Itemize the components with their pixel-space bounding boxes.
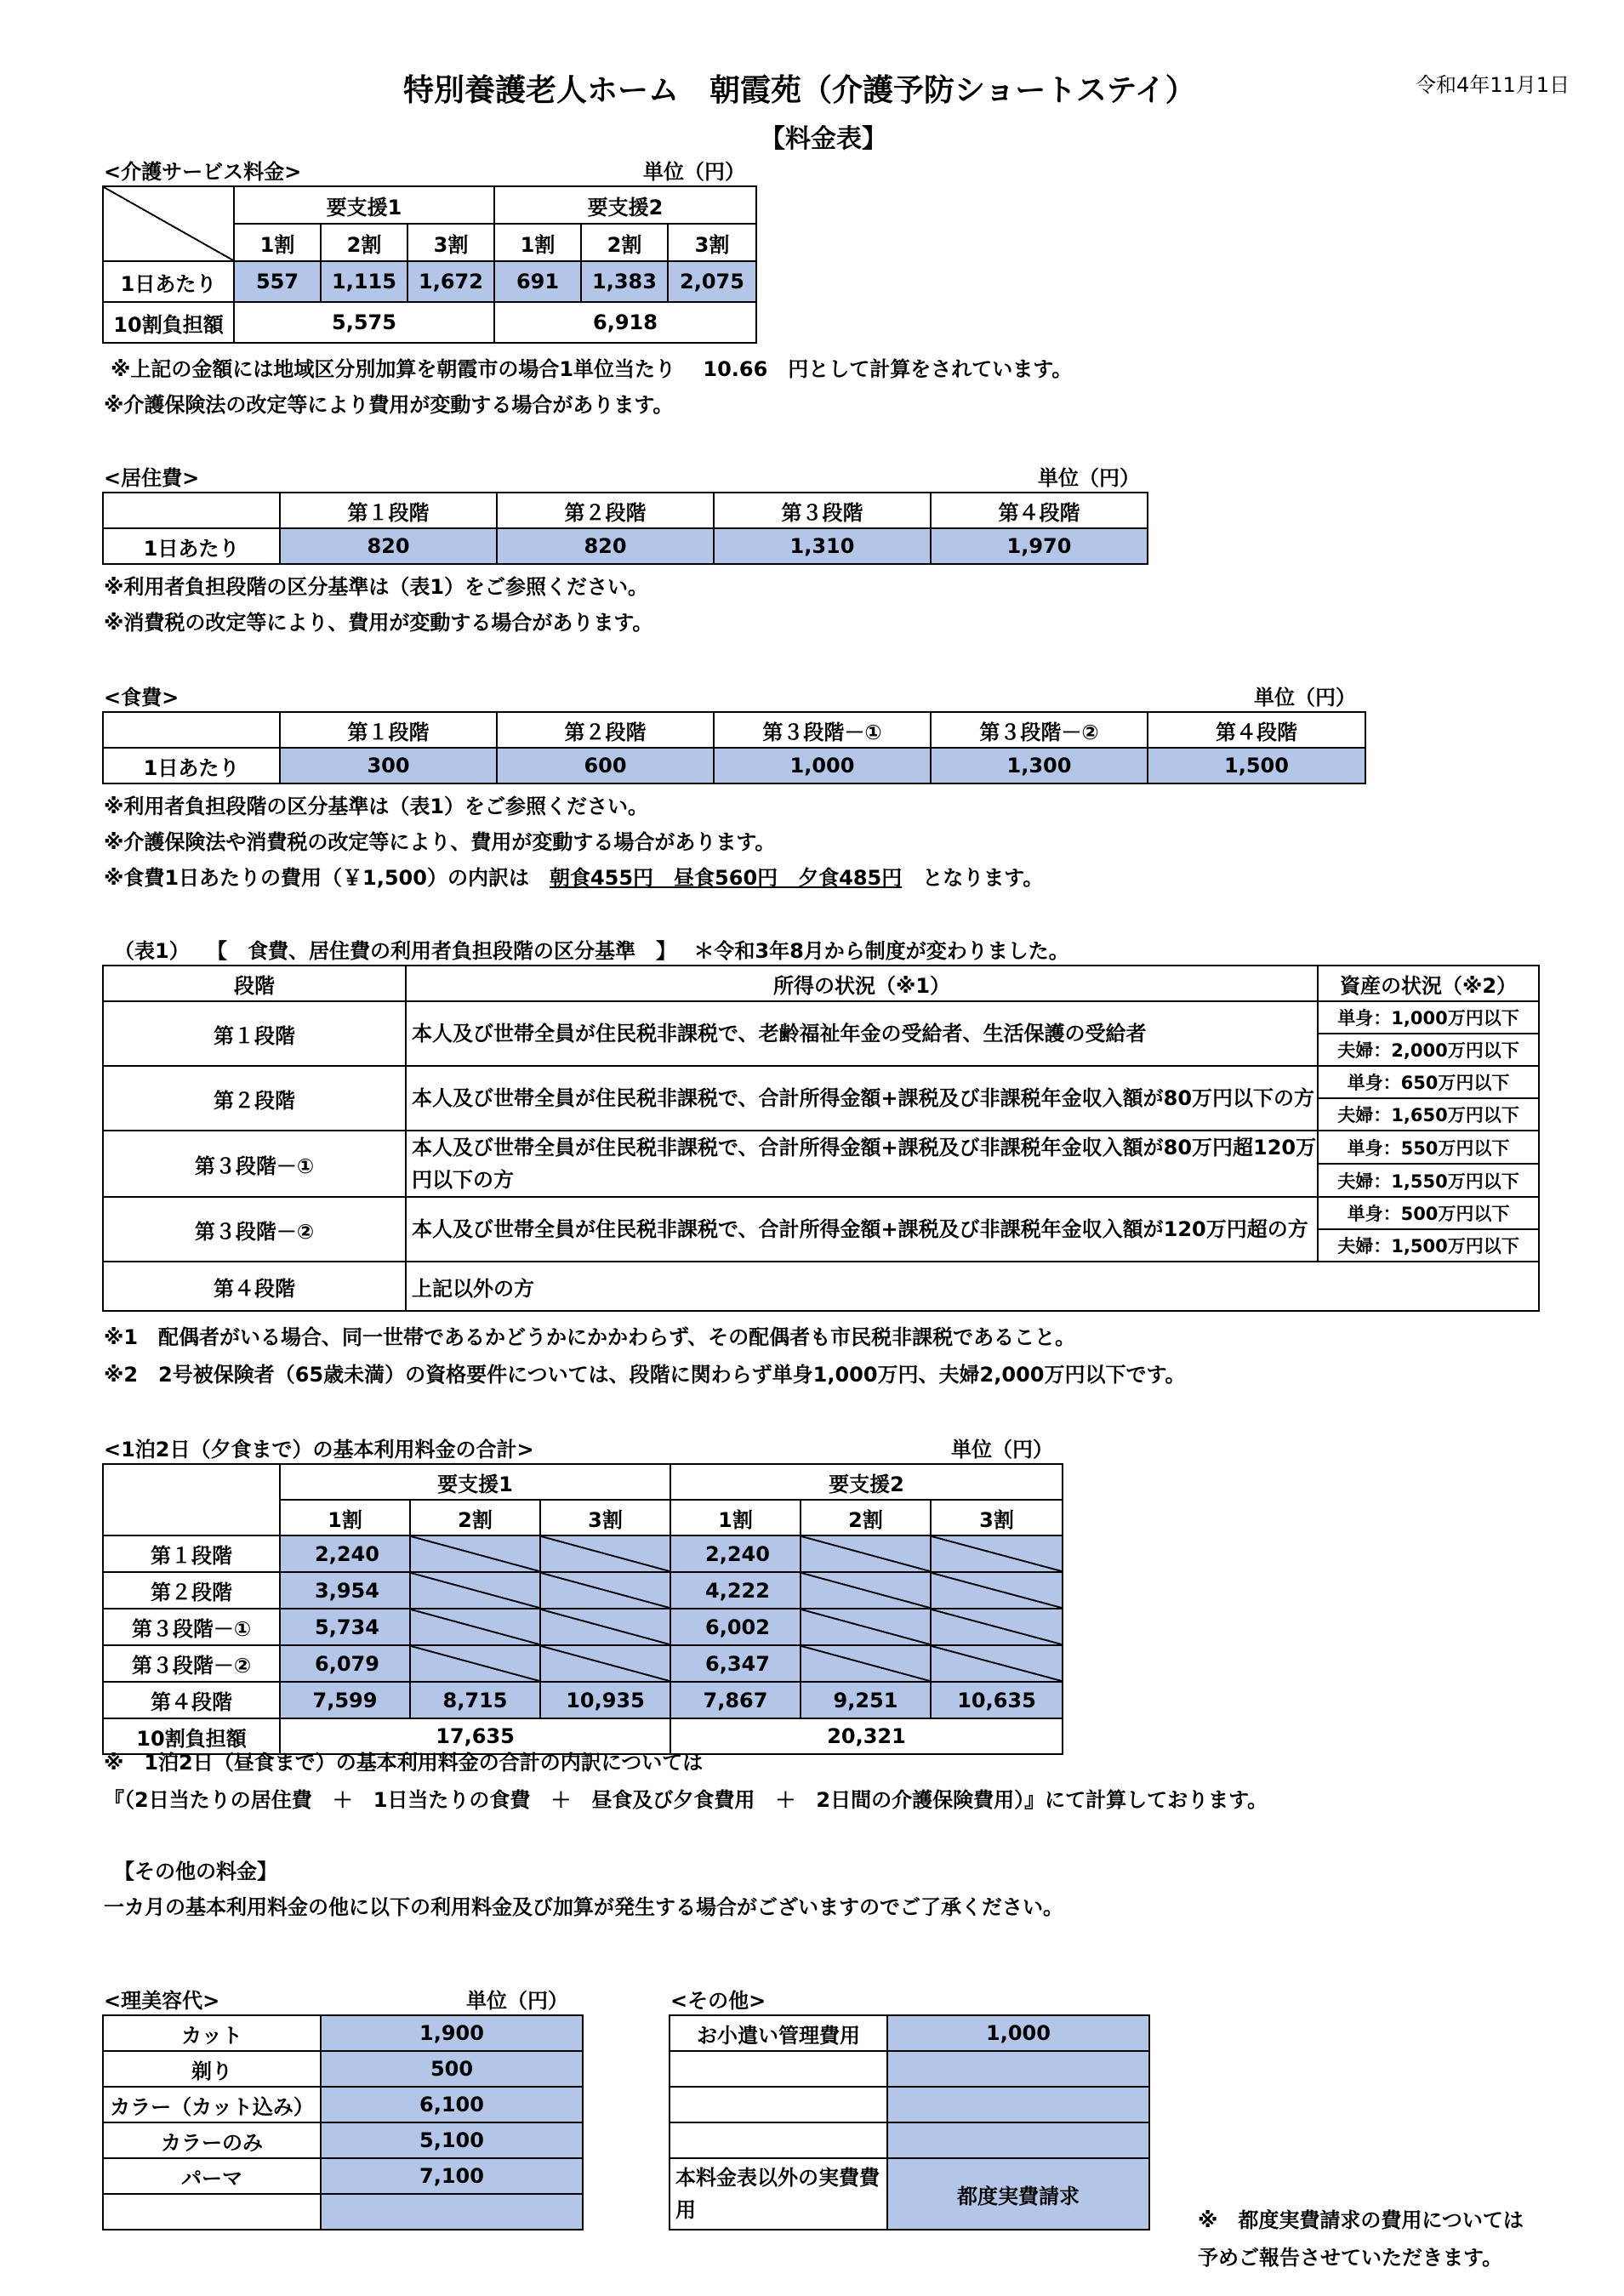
- note-text: ※食費1日あたりの費用（￥1,500）の内訳は: [104, 866, 550, 890]
- other-description: 一カ月の基本利用料金の他に以下の利用料金及び加算が発生する場合がございますのでご了承ください。: [104, 1895, 1063, 1919]
- col-header: 第１段階: [280, 493, 497, 528]
- meal-breakdown-note: [104, 861, 1043, 891]
- value-cell: 557: [234, 261, 321, 302]
- total-group2: 要支援2: [670, 1464, 1063, 1500]
- value-cell: 1,672: [407, 261, 494, 302]
- residence-table: [102, 492, 1148, 565]
- value-cell: 5,100: [321, 2122, 583, 2158]
- service-unit: 単位（円）: [643, 160, 745, 184]
- row-label: お小遣い管理費用: [670, 2015, 887, 2051]
- stage-cell: 第３段階－②: [103, 1197, 406, 1262]
- col-header: 第４段階: [1148, 712, 1365, 748]
- asset-cell: 夫婦：1,500万円以下: [1318, 1229, 1539, 1262]
- note-text: となります。: [902, 866, 1044, 890]
- income-cell: 本人及び世帯全員が住民税非課税で、合計所得金額+課税及び非課税年金収入額が120万円超の方: [406, 1197, 1318, 1262]
- value-cell: 1,000: [887, 2015, 1149, 2051]
- empty-cell: [670, 2087, 887, 2122]
- col-header: 段階: [103, 966, 406, 1001]
- value-cell: 1,000: [714, 748, 931, 783]
- asset-cell: 単身：550万円以下: [1318, 1131, 1539, 1164]
- value-cell: 4,222: [670, 1572, 801, 1609]
- value-cell: 5,575: [234, 302, 494, 343]
- empty-cell: [670, 2051, 887, 2087]
- row-label: 1日あたり: [103, 261, 234, 302]
- value-cell: 7,100: [321, 2158, 583, 2194]
- value-cell: 1,300: [931, 748, 1148, 783]
- total-group1: 要支援1: [280, 1464, 670, 1500]
- asset-cell: 夫婦：1,550万円以下: [1318, 1164, 1539, 1197]
- row-label: 第２段階: [103, 1572, 280, 1609]
- empty-cell: [931, 1645, 1063, 1682]
- value-cell: 2,075: [668, 261, 756, 302]
- col-header: 3割: [540, 1500, 670, 1535]
- beauty-unit: 単位（円）: [466, 1989, 568, 2013]
- col-header: 第１段階: [280, 712, 497, 748]
- col-header: 2割: [581, 224, 668, 261]
- value-cell: 5,734: [280, 1609, 410, 1645]
- asset-cell: 夫婦：1,650万円以下: [1318, 1098, 1539, 1131]
- total-fee-table: [102, 1463, 1063, 1755]
- empty-cell: [670, 2122, 887, 2158]
- value-cell: 691: [494, 261, 581, 302]
- col-header: 資産の状況（※2）: [1318, 966, 1539, 1001]
- empty-cell: [321, 2194, 583, 2230]
- col-header: 3割: [407, 224, 494, 261]
- stage-cell: 第３段階－①: [103, 1131, 406, 1197]
- beauty-heading: <理美容代>: [104, 1989, 220, 2013]
- meal-table: [102, 711, 1366, 784]
- value-cell: 17,635: [280, 1718, 670, 1754]
- empty-cell: [540, 1645, 670, 1682]
- row-label: 1日あたり: [103, 748, 280, 783]
- empty-cell: [410, 1572, 540, 1609]
- empty-cell: [540, 1609, 670, 1645]
- value-cell: 2,240: [280, 1535, 410, 1572]
- value-cell: 6,347: [670, 1645, 801, 1682]
- empty-cell: [801, 1645, 931, 1682]
- empty-cell: [931, 1609, 1063, 1645]
- value-cell: 1,970: [931, 528, 1148, 564]
- service-heading: <介護サービス料金>: [104, 160, 302, 184]
- value-cell: 9,251: [801, 1682, 931, 1718]
- col-header: 2割: [801, 1500, 931, 1535]
- income-cell: 本人及び世帯全員が住民税非課税で、老齢福祉年金の受給者、生活保護の受給者: [406, 1001, 1318, 1066]
- empty-cell: [801, 1535, 931, 1572]
- asset-cell: 夫婦：2,000万円以下: [1318, 1034, 1539, 1066]
- value-cell: 都度実費請求: [887, 2158, 1149, 2230]
- note: 『（2日当たりの居住費 ＋ 1日当たりの食費 ＋ 昼食及び夕食費用 ＋ 2日間の介護保険費用）』にて計算しております。: [104, 1788, 1268, 1812]
- corner-cell: [103, 712, 280, 748]
- value-cell: 7,599: [280, 1682, 410, 1718]
- note: ※上記の金額には地域区分別加算を朝霞市の場合1単位当たり 10.66 円として計算をされています。: [111, 357, 1073, 381]
- col-header: 第２段階: [497, 712, 714, 748]
- value-cell: 10,635: [931, 1682, 1063, 1718]
- corner-cell: [103, 1464, 280, 1535]
- residence-heading: <居住費>: [104, 466, 200, 490]
- value-cell: 820: [280, 528, 497, 564]
- service-group2: 要支援2: [494, 186, 756, 224]
- stage-criteria-table: [102, 965, 1540, 1312]
- table1-heading: （表1） 【 食費、居住費の利用者負担段階の区分基準 】 ＊令和3年8月から制度が変わりました。: [114, 939, 1069, 963]
- empty-cell: [540, 1572, 670, 1609]
- empty-cell: [931, 1572, 1063, 1609]
- note: 予めご報告させていただきます。: [1198, 2246, 1503, 2270]
- empty-cell: [410, 1609, 540, 1645]
- note: ※介護保険法や消費税の改定等により、費用が変動する場合があります。: [104, 830, 776, 854]
- income-cell: 本人及び世帯全員が住民税非課税で、合計所得金額+課税及び非課税年金収入額が80万円超120万円以下の方: [406, 1131, 1318, 1197]
- residence-unit: 単位（円）: [1038, 466, 1140, 490]
- col-header: 2割: [410, 1500, 540, 1535]
- value-cell: 500: [321, 2051, 583, 2087]
- asset-cell: 単身：650万円以下: [1318, 1066, 1539, 1098]
- row-label: 剃り: [103, 2051, 321, 2087]
- empty-cell: [801, 1609, 931, 1645]
- misc-heading: <その他>: [670, 1989, 766, 2013]
- col-header: 1割: [234, 224, 321, 261]
- meal-breakdown: 朝食455円 昼食560円 夕食485円: [549, 866, 903, 890]
- note: ※消費税の改定等により、費用が変動する場合があります。: [104, 611, 653, 635]
- asset-cell: 単身：500万円以下: [1318, 1197, 1539, 1229]
- value-cell: 300: [280, 748, 497, 783]
- note: ※1 配偶者がいる場合、同一世帯であるかどうかにかかわらず、その配偶者も市民税非課税であること。: [104, 1325, 1076, 1349]
- stage-cell: 第１段階: [103, 1001, 406, 1066]
- stage-cell: 第２段階: [103, 1066, 406, 1131]
- issue-date: 令和4年11月1日: [1416, 73, 1570, 97]
- value-cell: 20,321: [670, 1718, 1063, 1754]
- row-label: 第３段階－①: [103, 1609, 280, 1645]
- col-header: 3割: [668, 224, 756, 261]
- row-label: 10割負担額: [103, 302, 234, 343]
- misc-table: [669, 2014, 1150, 2230]
- stage-cell: 第４段階: [103, 1262, 406, 1311]
- row-label: 1日あたり: [103, 528, 280, 564]
- col-header: 1割: [670, 1500, 801, 1535]
- empty-cell: [887, 2051, 1149, 2087]
- empty-cell: [887, 2122, 1149, 2158]
- col-header: 1割: [494, 224, 581, 261]
- empty-cell: [103, 2194, 321, 2230]
- income-cell: 本人及び世帯全員が住民税非課税で、合計所得金額+課税及び非課税年金収入額が80万円以下の方: [406, 1066, 1318, 1131]
- row-label: 本料金表以外の実費費用: [670, 2158, 887, 2230]
- row-label: 第４段階: [103, 1682, 280, 1718]
- row-label: カラーのみ: [103, 2122, 321, 2158]
- row-label: 第１段階: [103, 1535, 280, 1572]
- asset-cell: 単身：1,000万円以下: [1318, 1001, 1539, 1034]
- row-label: カット: [103, 2015, 321, 2051]
- beauty-table: [102, 2014, 584, 2230]
- value-cell: 7,867: [670, 1682, 801, 1718]
- service-group1: 要支援1: [234, 186, 494, 224]
- income-cell: 上記以外の方: [406, 1262, 1539, 1311]
- note: ※ 都度実費請求の費用については: [1198, 2208, 1524, 2232]
- value-cell: 820: [497, 528, 714, 564]
- value-cell: 6,079: [280, 1645, 410, 1682]
- empty-cell: [931, 1535, 1063, 1572]
- value-cell: 1,383: [581, 261, 668, 302]
- value-cell: 10,935: [540, 1682, 670, 1718]
- empty-cell: [410, 1645, 540, 1682]
- col-header: 第３段階－①: [714, 712, 931, 748]
- row-label: カラー（カット込み）: [103, 2087, 321, 2122]
- value-cell: 6,002: [670, 1609, 801, 1645]
- total-unit: 単位（円）: [951, 1438, 1053, 1461]
- total-heading: <1泊2日（夕食まで）の基本利用料金の合計>: [104, 1438, 534, 1461]
- col-header: 所得の状況（※1）: [406, 966, 1318, 1001]
- row-label: 10割負担額: [103, 1718, 280, 1754]
- col-header: 2割: [321, 224, 407, 261]
- col-header: 3割: [931, 1500, 1063, 1535]
- row-label: 第３段階－②: [103, 1645, 280, 1682]
- meal-unit: 単位（円）: [1254, 686, 1356, 709]
- service-fee-table: [102, 185, 757, 344]
- value-cell: 1,310: [714, 528, 931, 564]
- note: ※利用者負担段階の区分基準は（表1）をご参照ください。: [104, 795, 649, 818]
- meal-heading: <食費>: [104, 686, 179, 709]
- value-cell: 6,918: [494, 302, 756, 343]
- value-cell: 1,500: [1148, 748, 1365, 783]
- col-header: 第２段階: [497, 493, 714, 528]
- empty-cell: [887, 2087, 1149, 2122]
- page-subtitle: 【料金表】: [760, 124, 887, 154]
- note: ※ 1泊2日（昼食まで）の基本利用料金の合計の内訳については: [104, 1751, 704, 1775]
- corner-cell: [103, 493, 280, 528]
- value-cell: 600: [497, 748, 714, 783]
- col-header: 1割: [280, 1500, 410, 1535]
- value-cell: 3,954: [280, 1572, 410, 1609]
- note: ※利用者負担段階の区分基準は（表1）をご参照ください。: [104, 575, 649, 599]
- row-label: パーマ: [103, 2158, 321, 2194]
- note: ※介護保険法の改定等により費用が変動する場合があります。: [104, 393, 674, 417]
- corner-cell: [103, 186, 234, 261]
- value-cell: 1,115: [321, 261, 407, 302]
- other-heading: 【その他の料金】: [114, 1860, 277, 1883]
- empty-cell: [410, 1535, 540, 1572]
- value-cell: 1,900: [321, 2015, 583, 2051]
- value-cell: 8,715: [410, 1682, 540, 1718]
- note: ※2 2号被保険者（65歳未満）の資格要件については、段階に関わらず単身1,000万円、夫婦2,000万円以下です。: [104, 1363, 1186, 1387]
- col-header: 第３段階: [714, 493, 931, 528]
- col-header: 第４段階: [931, 493, 1148, 528]
- col-header: 第３段階－②: [931, 712, 1148, 748]
- value-cell: 2,240: [670, 1535, 801, 1572]
- value-cell: 6,100: [321, 2087, 583, 2122]
- empty-cell: [540, 1535, 670, 1572]
- page-title: 特別養護老人ホーム 朝霞苑（介護予防ショートステイ）: [403, 73, 1196, 108]
- empty-cell: [801, 1572, 931, 1609]
